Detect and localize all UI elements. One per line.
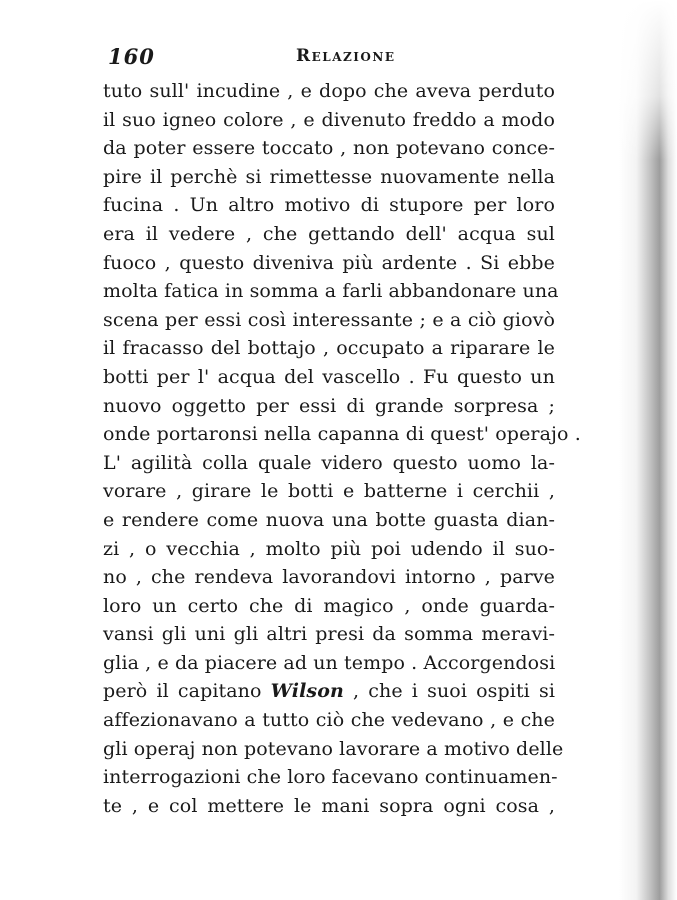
page-header bbox=[108, 44, 548, 70]
text-line: era il vedere , che gettando dell' acqua sul bbox=[103, 222, 555, 245]
page-number: 160 bbox=[108, 44, 155, 69]
text-line: il suo igneo colore , e divenuto freddo a modo bbox=[103, 108, 555, 131]
body-text bbox=[103, 77, 581, 820]
text-line: loro un certo che di magico , onde guarda- bbox=[103, 594, 555, 617]
text-line: vorare , girare le botti e batterne i cerchii , bbox=[103, 480, 555, 503]
text-line: fuoco , questo diveniva più ardente . Si ebbe bbox=[103, 251, 555, 274]
text-line: gli operaj non potevano lavorare a motivo delle bbox=[103, 737, 564, 760]
text-line: onde portaronsi nella capanna di quest' operajo . bbox=[103, 423, 581, 446]
text-line: il fracasso del bottajo , occupato a riparare le bbox=[103, 337, 555, 360]
text-line: glia , e da piacere ad un tempo . Accorgendosi bbox=[103, 651, 556, 674]
text-line: scena per essi così interessante ; e a ciò giovò bbox=[103, 308, 555, 331]
text-line: molta fatica in somma a farli abbandonare una bbox=[103, 280, 559, 303]
text-line: tuto sull' incudine , e dopo che aveva perduto bbox=[103, 80, 555, 102]
text-line: da poter essere toccato , non potevano conce- bbox=[103, 137, 555, 160]
text-segment: però il capitano bbox=[103, 680, 271, 703]
text-line: L' agilità colla quale videro questo uomo la- bbox=[103, 451, 555, 474]
text-segment: , che i suoi ospiti si bbox=[343, 680, 555, 703]
text-line: interrogazioni che loro facevano continuamen- bbox=[103, 766, 558, 789]
text-line: zi , o vecchia , molto più poi udendo il suo- bbox=[103, 537, 555, 560]
text-line: botti per l' acqua del vascello . Fu questo un bbox=[103, 365, 555, 388]
text-line bbox=[103, 677, 555, 706]
page-gutter-fade bbox=[619, 0, 677, 160]
text-line: affezionavano a tutto ciò che vedevano , e che bbox=[103, 709, 555, 732]
text-line: vansi gli uni gli altri presi da somma meravi- bbox=[103, 623, 555, 646]
text-line: te , e col mettere le mani sopra ogni cosa , bbox=[103, 794, 555, 817]
text-line: no , che rendeva lavorandovi intorno , parve bbox=[103, 566, 555, 589]
running-head: Relazione bbox=[296, 46, 396, 66]
text-line: e rendere come nuova una botte guasta dian- bbox=[103, 508, 555, 531]
italic-name: Wilson bbox=[270, 680, 344, 703]
text-line: fucina . Un altro motivo di stupore per loro bbox=[103, 194, 555, 217]
text-line: nuovo oggetto per essi di grande sorpresa ; bbox=[103, 394, 555, 417]
text-line: pire il perchè si rimettesse nuovamente nella bbox=[103, 165, 555, 188]
